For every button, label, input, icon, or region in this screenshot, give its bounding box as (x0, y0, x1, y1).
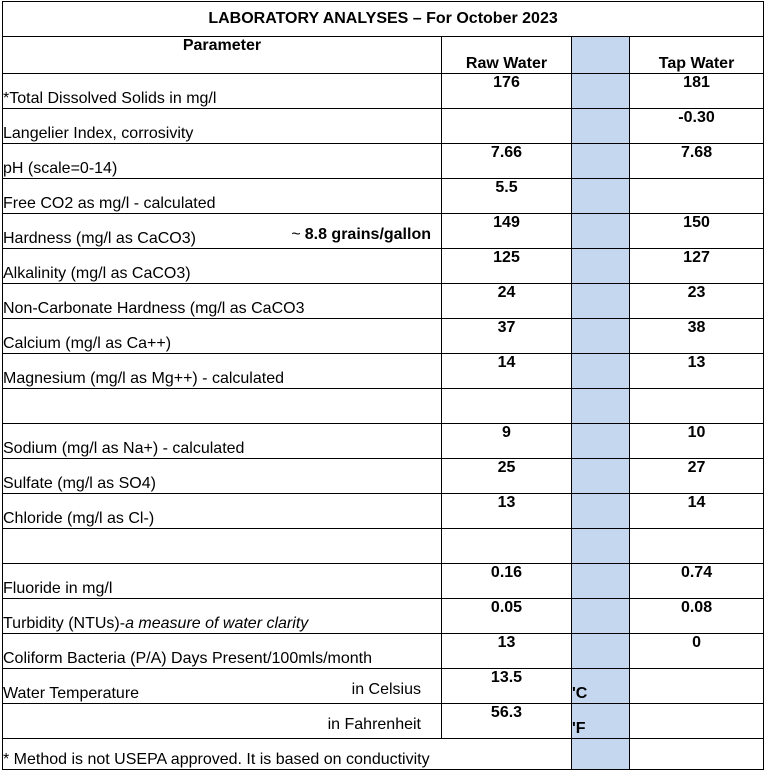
celsius-unit: 'C (572, 669, 630, 704)
fahrenheit-value: 56.3 (442, 704, 572, 739)
parameter-label: Sulfate (mg/l as SO4) (3, 475, 156, 492)
fahrenheit-unit: 'F (572, 704, 630, 739)
parameter-label: Sodium (mg/l as Na+) - calculated (3, 440, 245, 457)
separator-cell (572, 564, 630, 599)
parameter-label: Magnesium (mg/l as Mg++) - calculated (3, 370, 284, 387)
footnote: * Method is not USEPA approved. It is based on conductivity (3, 739, 572, 770)
parameter-label: Free CO2 as mg/l - calculated (3, 195, 216, 212)
parameter-label: Fluoride in mg/l (3, 580, 113, 597)
separator-cell (572, 529, 630, 564)
tap-water-value (630, 389, 764, 424)
empty-cell (630, 739, 764, 770)
tap-water-value: 27 (630, 459, 764, 494)
temperature-cell (3, 669, 442, 704)
raw-water-value: 149 (442, 214, 572, 249)
parameter-label: *Total Dissolved Solids in mg/l (3, 90, 217, 107)
raw-water-value: 14 (442, 354, 572, 389)
raw-water-value (442, 109, 572, 144)
parameter-cell (3, 179, 442, 214)
parameter-cell (3, 529, 442, 564)
header-tap-water: Tap Water (630, 37, 764, 74)
separator-cell (572, 494, 630, 529)
tap-water-value: 0.74 (630, 564, 764, 599)
tap-water-value: 23 (630, 284, 764, 319)
raw-water-value (442, 389, 572, 424)
table-row (3, 634, 764, 669)
table-row (3, 494, 764, 529)
table-title: LABORATORY ANALYSES – For October 2023 (3, 2, 764, 37)
separator-cell (572, 634, 630, 669)
separator-cell (572, 424, 630, 459)
raw-water-value (442, 529, 572, 564)
tap-water-value: 0.08 (630, 599, 764, 634)
separator-cell (572, 249, 630, 284)
parameter-cell (3, 214, 442, 249)
parameter-cell (3, 389, 442, 424)
title-row (3, 2, 764, 37)
table-row (3, 354, 764, 389)
tap-water-value: 150 (630, 214, 764, 249)
fahrenheit-label: in Fahrenheit (327, 716, 421, 733)
separator-cell (572, 389, 630, 424)
header-raw-water: Raw Water (442, 37, 572, 74)
raw-water-value: 7.66 (442, 144, 572, 179)
parameter-cell (3, 564, 442, 599)
table-row (3, 459, 764, 494)
temperature-fahrenheit-row (3, 704, 764, 739)
separator-cell (572, 319, 630, 354)
tap-water-value: 10 (630, 424, 764, 459)
tap-water-value: 0 (630, 634, 764, 669)
table-row (3, 284, 764, 319)
parameter-label: Langelier Index, corrosivity (3, 125, 194, 142)
table-row (3, 214, 764, 249)
empty-cell (630, 669, 764, 704)
tap-water-value: 14 (630, 494, 764, 529)
raw-water-value: 5.5 (442, 179, 572, 214)
parameter-label: pH (scale=0-14) (3, 160, 118, 177)
raw-water-value: 125 (442, 249, 572, 284)
table-row (3, 249, 764, 284)
table-row (3, 424, 764, 459)
celsius-label: in Celsius (351, 681, 421, 698)
tap-water-value: 181 (630, 74, 764, 109)
header-row (3, 37, 764, 74)
table-row (3, 144, 764, 179)
parameter-cell (3, 634, 442, 669)
parameter-cell (3, 459, 442, 494)
grains-tilde: ~ (291, 226, 301, 243)
parameter-cell (3, 74, 442, 109)
parameter-cell (3, 599, 442, 634)
temperature-label: Water Temperature (3, 685, 140, 702)
parameter-cell (3, 424, 442, 459)
lab-analyses-table (2, 1, 764, 770)
separator-cell (572, 284, 630, 319)
tap-water-value (630, 179, 764, 214)
separator-cell (572, 739, 630, 770)
parameter-label: Hardness (mg/l as CaCO3) (3, 230, 196, 247)
tap-water-value: 13 (630, 354, 764, 389)
separator-cell (572, 179, 630, 214)
parameter-cell (3, 144, 442, 179)
parameter-cell (3, 284, 442, 319)
separator-cell (572, 37, 630, 74)
parameter-cell (3, 109, 442, 144)
tap-water-value: -0.30 (630, 109, 764, 144)
parameter-label: Non-Carbonate Hardness (mg/l as CaCO3 (3, 300, 305, 317)
tap-water-value: 7.68 (630, 144, 764, 179)
tap-water-value: 38 (630, 319, 764, 354)
raw-water-value: 13 (442, 494, 572, 529)
tap-water-value: 127 (630, 249, 764, 284)
tap-water-value (630, 529, 764, 564)
raw-water-value: 13 (442, 634, 572, 669)
separator-cell (572, 599, 630, 634)
separator-cell (572, 459, 630, 494)
parameter-label: Turbidity (NTUs)- (3, 615, 126, 632)
raw-water-value: 24 (442, 284, 572, 319)
table-row (3, 319, 764, 354)
parameter-label: Calcium (mg/l as Ca++) (3, 335, 172, 352)
separator-cell (572, 109, 630, 144)
parameter-italic-note: a measure of water clarity (125, 615, 309, 632)
raw-water-value: 37 (442, 319, 572, 354)
raw-water-value: 0.05 (442, 599, 572, 634)
separator-cell (572, 214, 630, 249)
separator-cell (572, 144, 630, 179)
parameter-label: Alkalinity (mg/l as CaCO3) (3, 265, 191, 282)
table-row (3, 179, 764, 214)
table-row (3, 109, 764, 144)
header-parameter: Parameter (3, 37, 442, 74)
raw-water-value: 9 (442, 424, 572, 459)
parameter-cell (3, 249, 442, 284)
table-row (3, 389, 764, 424)
table-row (3, 564, 764, 599)
parameter-label: Chloride (mg/l as Cl-) (3, 510, 155, 527)
grains-note (291, 226, 431, 244)
separator-cell (572, 74, 630, 109)
table-row (3, 599, 764, 634)
grains-value: 8.8 grains/gallon (304, 226, 431, 243)
separator-cell (572, 354, 630, 389)
table-row (3, 74, 764, 109)
parameter-cell (3, 319, 442, 354)
raw-water-value: 176 (442, 74, 572, 109)
temperature-celsius-row (3, 669, 764, 704)
fahrenheit-cell (3, 704, 442, 739)
empty-cell (630, 704, 764, 739)
raw-water-value: 25 (442, 459, 572, 494)
raw-water-value: 0.16 (442, 564, 572, 599)
footnote-row (3, 739, 764, 770)
parameter-label: Coliform Bacteria (P/A) Days Present/100mls/month (3, 650, 373, 667)
parameter-cell (3, 354, 442, 389)
celsius-value: 13.5 (442, 669, 572, 704)
parameter-cell (3, 494, 442, 529)
table-row (3, 529, 764, 564)
